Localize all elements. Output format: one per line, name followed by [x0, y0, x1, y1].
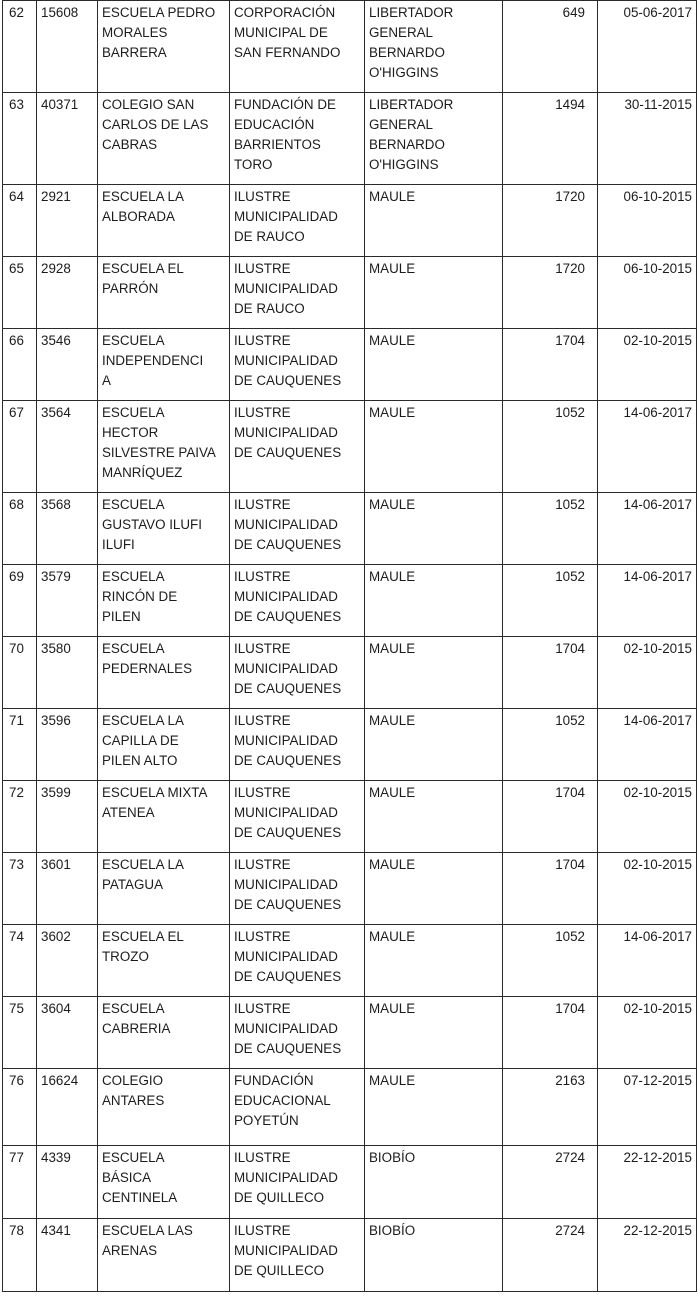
- school-name-cell: [98, 997, 230, 1069]
- cell-line: DE QUILLECO: [234, 1263, 325, 1278]
- row-number-cell: 67: [3, 401, 37, 493]
- sostenedor-cell: [230, 709, 365, 781]
- cell-line: MUNICIPALIDAD: [234, 425, 338, 440]
- sostenedor-cell: [230, 493, 365, 565]
- cell-line: MUNICIPALIDAD: [234, 589, 338, 604]
- cell-line: ESCUELA: [102, 333, 165, 348]
- region-cell: [365, 709, 503, 781]
- cell-line: ESCUELA LA: [102, 857, 184, 872]
- cell-line: FUNDACIÓN DE: [234, 97, 336, 112]
- region-cell: [365, 637, 503, 709]
- cell-line: MAULE: [369, 189, 416, 204]
- cell-line: ILUSTRE: [234, 641, 291, 656]
- resolution-number-cell: 1052: [503, 401, 598, 493]
- resolution-number-cell: 1052: [503, 565, 598, 637]
- resolution-number-cell: 1704: [503, 781, 598, 853]
- rbd-cell: 4341: [37, 1219, 98, 1292]
- cell-line: ILUSTRE: [234, 1001, 291, 1016]
- cell-line: ESCUELA: [102, 497, 165, 512]
- resolution-number-cell: 1720: [503, 185, 598, 257]
- cell-line: CORPORACIÓN: [234, 5, 336, 20]
- rbd-cell: 3546: [37, 329, 98, 401]
- resolution-date-cell: 02-10-2015: [598, 329, 697, 401]
- cell-line: ILUSTRE: [234, 569, 291, 584]
- row-number-cell: 71: [3, 709, 37, 781]
- resolution-number-cell: 1052: [503, 925, 598, 997]
- rbd-cell: 3579: [37, 565, 98, 637]
- cell-line: CABRAS: [102, 137, 158, 152]
- cell-line: O'HIGGINS: [369, 65, 439, 80]
- school-name-cell: [98, 1, 230, 93]
- table-row: [3, 493, 697, 565]
- region-cell: [365, 1146, 503, 1219]
- cell-line: DE CAUQUENES: [234, 609, 342, 624]
- school-name-cell: [98, 709, 230, 781]
- cell-line: INDEPENDENCI: [102, 353, 204, 368]
- resolution-number-cell: 1494: [503, 93, 598, 185]
- cell-line: LIBERTADOR: [369, 5, 454, 20]
- rbd-cell: 3604: [37, 997, 98, 1069]
- cell-line: ILUSTRE: [234, 1223, 291, 1238]
- table-row: [3, 401, 697, 493]
- cell-line: ATENEA: [102, 805, 155, 820]
- cell-line: ARENAS: [102, 1243, 158, 1258]
- cell-line: ILUSTRE: [234, 497, 291, 512]
- resolution-date-cell: 05-06-2017: [598, 1, 697, 93]
- cell-line: CABRERIA: [102, 1021, 171, 1036]
- school-name-cell: [98, 925, 230, 997]
- table-row: [3, 565, 697, 637]
- cell-line: DE QUILLECO: [234, 1190, 325, 1205]
- cell-line: CARLOS DE LAS: [102, 117, 209, 132]
- cell-line: MAULE: [369, 641, 416, 656]
- sostenedor-cell: [230, 637, 365, 709]
- rbd-cell: 3599: [37, 781, 98, 853]
- cell-line: DE CAUQUENES: [234, 373, 342, 388]
- cell-line: MAULE: [369, 405, 416, 420]
- cell-line: ESCUELA PEDRO: [102, 5, 216, 20]
- row-number-cell: 66: [3, 329, 37, 401]
- cell-line: BERNARDO: [369, 137, 445, 152]
- resolution-number-cell: 1052: [503, 709, 598, 781]
- cell-line: BÁSICA: [102, 1170, 152, 1185]
- sostenedor-cell: [230, 781, 365, 853]
- table-row: [3, 997, 697, 1069]
- cell-line: COLEGIO SAN: [102, 97, 195, 112]
- cell-line: ESCUELA: [102, 1150, 165, 1165]
- cell-line: EDUCACIÓN: [234, 117, 315, 132]
- cell-line: ILUSTRE: [234, 1150, 291, 1165]
- row-number-cell: 69: [3, 565, 37, 637]
- table-row: [3, 1069, 697, 1146]
- cell-line: DE CAUQUENES: [234, 1041, 342, 1056]
- cell-line: DE CAUQUENES: [234, 969, 342, 984]
- cell-line: MAULE: [369, 569, 416, 584]
- cell-line: MORALES: [102, 25, 168, 40]
- sostenedor-cell: [230, 853, 365, 925]
- cell-line: DE CAUQUENES: [234, 537, 342, 552]
- rbd-cell: 3580: [37, 637, 98, 709]
- region-cell: [365, 781, 503, 853]
- school-name-cell: [98, 329, 230, 401]
- school-name-cell: [98, 93, 230, 185]
- rbd-cell: 3602: [37, 925, 98, 997]
- table-row: [3, 185, 697, 257]
- resolution-date-cell: 22-12-2015: [598, 1219, 697, 1292]
- table-row: [3, 1219, 697, 1292]
- cell-line: BARRIENTOS: [234, 137, 321, 152]
- school-name-cell: [98, 1146, 230, 1219]
- resolution-date-cell: 14-06-2017: [598, 565, 697, 637]
- cell-line: ILUFI: [102, 537, 135, 552]
- school-name-cell: [98, 185, 230, 257]
- cell-line: MUNICIPALIDAD: [234, 877, 338, 892]
- school-name-cell: [98, 1069, 230, 1146]
- region-cell: [365, 493, 503, 565]
- cell-line: DE CAUQUENES: [234, 825, 342, 840]
- resolution-date-cell: 14-06-2017: [598, 493, 697, 565]
- resolution-number-cell: 1720: [503, 257, 598, 329]
- rbd-cell: 2928: [37, 257, 98, 329]
- cell-line: ILUSTRE: [234, 189, 291, 204]
- region-cell: [365, 257, 503, 329]
- sostenedor-cell: [230, 997, 365, 1069]
- row-number-cell: 74: [3, 925, 37, 997]
- cell-line: MAULE: [369, 1001, 416, 1016]
- cell-line: HECTOR: [102, 425, 159, 440]
- cell-line: O'HIGGINS: [369, 157, 439, 172]
- cell-line: MAULE: [369, 1073, 416, 1088]
- cell-line: ILUSTRE: [234, 929, 291, 944]
- cell-line: EDUCACIONAL: [234, 1093, 331, 1108]
- cell-line: BIOBÍO: [369, 1150, 416, 1165]
- cell-line: MUNICIPALIDAD: [234, 949, 338, 964]
- cell-line: MUNICIPALIDAD: [234, 805, 338, 820]
- cell-line: GENERAL: [369, 117, 433, 132]
- cell-line: PATAGUA: [102, 877, 164, 892]
- resolution-date-cell: 02-10-2015: [598, 997, 697, 1069]
- rbd-cell: 40371: [37, 93, 98, 185]
- cell-line: PILEN: [102, 609, 141, 624]
- resolution-date-cell: 14-06-2017: [598, 925, 697, 997]
- cell-line: MUNICIPALIDAD: [234, 353, 338, 368]
- cell-line: DE CAUQUENES: [234, 753, 342, 768]
- row-number-cell: 73: [3, 853, 37, 925]
- cell-line: ESCUELA EL: [102, 261, 184, 276]
- cell-line: DE CAUQUENES: [234, 681, 342, 696]
- table-row: [3, 709, 697, 781]
- cell-line: BERNARDO: [369, 45, 445, 60]
- cell-line: MAULE: [369, 857, 416, 872]
- row-number-cell: 68: [3, 493, 37, 565]
- cell-line: ESCUELA MIXTA: [102, 785, 208, 800]
- cell-line: ESCUELA EL: [102, 929, 184, 944]
- cell-line: ALBORADA: [102, 209, 175, 224]
- cell-line: MUNICIPALIDAD: [234, 1021, 338, 1036]
- cell-line: DE CAUQUENES: [234, 445, 342, 460]
- cell-line: MAULE: [369, 785, 416, 800]
- resolution-number-cell: 1704: [503, 997, 598, 1069]
- table-row: [3, 329, 697, 401]
- school-name-cell: [98, 781, 230, 853]
- cell-line: RINCÓN DE: [102, 589, 178, 604]
- sostenedor-cell: [230, 93, 365, 185]
- resolution-number-cell: 2163: [503, 1069, 598, 1146]
- cell-line: MUNICIPALIDAD: [234, 1170, 338, 1185]
- row-number-cell: 70: [3, 637, 37, 709]
- rbd-cell: 3601: [37, 853, 98, 925]
- region-cell: [365, 329, 503, 401]
- resolution-number-cell: 1052: [503, 493, 598, 565]
- resolution-number-cell: 649: [503, 1, 598, 93]
- cell-line: TORO: [234, 157, 273, 172]
- table-row: [3, 93, 697, 185]
- cell-line: A: [102, 373, 111, 388]
- cell-line: DE RAUCO: [234, 301, 305, 316]
- cell-line: ILUSTRE: [234, 785, 291, 800]
- region-cell: [365, 1, 503, 93]
- rbd-cell: 3568: [37, 493, 98, 565]
- cell-line: FUNDACIÓN: [234, 1073, 314, 1088]
- resolution-date-cell: 14-06-2017: [598, 401, 697, 493]
- cell-line: ANTARES: [102, 1093, 165, 1108]
- cell-line: LIBERTADOR: [369, 97, 454, 112]
- resolution-date-cell: 14-06-2017: [598, 709, 697, 781]
- sostenedor-cell: [230, 257, 365, 329]
- cell-line: ESCUELA LA: [102, 189, 184, 204]
- cell-line: ESCUELA LAS: [102, 1223, 193, 1238]
- school-name-cell: [98, 565, 230, 637]
- cell-line: ILUSTRE: [234, 857, 291, 872]
- cell-line: TROZO: [102, 949, 149, 964]
- school-name-cell: [98, 853, 230, 925]
- region-cell: [365, 185, 503, 257]
- cell-line: ILUSTRE: [234, 405, 291, 420]
- cell-line: POYETÚN: [234, 1113, 299, 1128]
- table-row: [3, 637, 697, 709]
- cell-line: PEDERNALES: [102, 661, 193, 676]
- resolution-date-cell: 02-10-2015: [598, 853, 697, 925]
- cell-line: ESCUELA: [102, 405, 165, 420]
- row-number-cell: 63: [3, 93, 37, 185]
- rbd-cell: 3596: [37, 709, 98, 781]
- row-number-cell: 62: [3, 1, 37, 93]
- school-name-cell: [98, 257, 230, 329]
- sostenedor-cell: [230, 329, 365, 401]
- school-name-cell: [98, 401, 230, 493]
- sostenedor-cell: [230, 925, 365, 997]
- rbd-cell: 4339: [37, 1146, 98, 1219]
- resolution-date-cell: 02-10-2015: [598, 637, 697, 709]
- cell-line: SILVESTRE PAIVA: [102, 445, 216, 460]
- cell-line: ESCUELA LA: [102, 713, 184, 728]
- region-cell: [365, 1069, 503, 1146]
- table-row: [3, 257, 697, 329]
- cell-line: ESCUELA: [102, 641, 165, 656]
- region-cell: [365, 93, 503, 185]
- region-cell: [365, 997, 503, 1069]
- cell-line: MUNICIPALIDAD: [234, 1243, 338, 1258]
- region-cell: [365, 925, 503, 997]
- sostenedor-cell: [230, 1219, 365, 1292]
- cell-line: PARRÓN: [102, 281, 159, 296]
- cell-line: MUNICIPALIDAD: [234, 281, 338, 296]
- rbd-cell: 3564: [37, 401, 98, 493]
- resolution-number-cell: 2724: [503, 1146, 598, 1219]
- cell-line: MUNICIPALIDAD: [234, 733, 338, 748]
- cell-line: MAULE: [369, 929, 416, 944]
- school-name-cell: [98, 1219, 230, 1292]
- resolution-number-cell: 1704: [503, 853, 598, 925]
- sostenedor-cell: [230, 565, 365, 637]
- sostenedor-cell: [230, 401, 365, 493]
- resolution-date-cell: 22-12-2015: [598, 1146, 697, 1219]
- resolution-date-cell: 30-11-2015: [598, 93, 697, 185]
- cell-line: MUNICIPALIDAD: [234, 661, 338, 676]
- cell-line: ESCUELA: [102, 1001, 165, 1016]
- cell-line: MUNICIPALIDAD: [234, 517, 338, 532]
- cell-line: DE CAUQUENES: [234, 897, 342, 912]
- table-body: [3, 1, 697, 1292]
- table-row: [3, 925, 697, 997]
- table-row: [3, 781, 697, 853]
- schools-table: [2, 0, 697, 1292]
- row-number-cell: 75: [3, 997, 37, 1069]
- sostenedor-cell: [230, 1146, 365, 1219]
- cell-line: MANRÍQUEZ: [102, 465, 183, 480]
- school-name-cell: [98, 637, 230, 709]
- sostenedor-cell: [230, 1069, 365, 1146]
- region-cell: [365, 565, 503, 637]
- resolution-date-cell: 06-10-2015: [598, 185, 697, 257]
- rbd-cell: 15608: [37, 1, 98, 93]
- row-number-cell: 78: [3, 1219, 37, 1292]
- school-name-cell: [98, 493, 230, 565]
- cell-line: ILUSTRE: [234, 333, 291, 348]
- row-number-cell: 72: [3, 781, 37, 853]
- row-number-cell: 64: [3, 185, 37, 257]
- table-row: [3, 1, 697, 93]
- cell-line: CENTINELA: [102, 1190, 178, 1205]
- row-number-cell: 76: [3, 1069, 37, 1146]
- cell-line: MAULE: [369, 497, 416, 512]
- cell-line: BIOBÍO: [369, 1223, 416, 1238]
- cell-line: MUNICIPALIDAD: [234, 209, 338, 224]
- rbd-cell: 16624: [37, 1069, 98, 1146]
- cell-line: GENERAL: [369, 25, 433, 40]
- cell-line: ESCUELA: [102, 569, 165, 584]
- resolution-date-cell: 07-12-2015: [598, 1069, 697, 1146]
- row-number-cell: 65: [3, 257, 37, 329]
- cell-line: CAPILLA DE: [102, 733, 179, 748]
- cell-line: PILEN ALTO: [102, 753, 178, 768]
- cell-line: MAULE: [369, 261, 416, 276]
- sostenedor-cell: [230, 185, 365, 257]
- cell-line: ILUSTRE: [234, 713, 291, 728]
- row-number-cell: 77: [3, 1146, 37, 1219]
- cell-line: DE RAUCO: [234, 229, 305, 244]
- region-cell: [365, 853, 503, 925]
- region-cell: [365, 401, 503, 493]
- resolution-number-cell: 1704: [503, 637, 598, 709]
- cell-line: MUNICIPAL DE: [234, 25, 328, 40]
- resolution-number-cell: 1704: [503, 329, 598, 401]
- resolution-number-cell: 2724: [503, 1219, 598, 1292]
- cell-line: MAULE: [369, 713, 416, 728]
- table-row: [3, 853, 697, 925]
- region-cell: [365, 1219, 503, 1292]
- sostenedor-cell: [230, 1, 365, 93]
- cell-line: GUSTAVO ILUFI: [102, 517, 202, 532]
- cell-line: BARRERA: [102, 45, 167, 60]
- rbd-cell: 2921: [37, 185, 98, 257]
- cell-line: MAULE: [369, 333, 416, 348]
- cell-line: ILUSTRE: [234, 261, 291, 276]
- cell-line: SAN FERNANDO: [234, 45, 341, 60]
- resolution-date-cell: 06-10-2015: [598, 257, 697, 329]
- resolution-date-cell: 02-10-2015: [598, 781, 697, 853]
- table-row: [3, 1146, 697, 1219]
- cell-line: COLEGIO: [102, 1073, 164, 1088]
